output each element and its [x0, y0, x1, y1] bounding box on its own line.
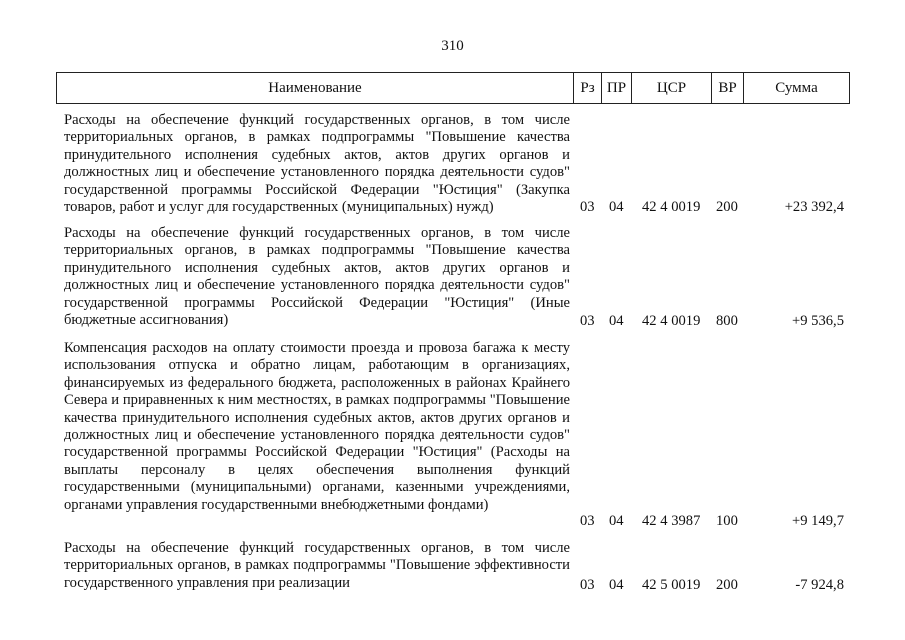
row-rz: 03 [580, 576, 595, 593]
row-rz: 03 [580, 512, 595, 529]
row-vr: 100 [716, 512, 738, 529]
row-vr: 800 [716, 312, 738, 329]
row-pr: 04 [609, 198, 624, 215]
header-name: Наименование [268, 79, 362, 96]
page-number: 310 [441, 38, 464, 54]
row-pr: 04 [609, 312, 624, 329]
row-csr: 42 4 0019 [642, 312, 701, 329]
header-sum: Сумма [743, 73, 849, 103]
row-vr: 200 [716, 576, 738, 593]
row-sum: +23 392,4 [784, 198, 844, 215]
table-row [64, 112, 850, 216]
row-rz: 03 [580, 312, 595, 329]
header-pr: ПР [601, 73, 631, 103]
table-row [64, 225, 850, 330]
header-csr: ЦСР [631, 73, 711, 103]
row-sum: +9 149,7 [791, 512, 844, 529]
row-name: Компенсация расходов на оплату стоимости проезда и провоза багажа к месту использования отпуска и обратно лицам, работающим в организациях, финансируемых из федерального бюджета, расположенных в районах Крайнего Севера и приравненных к ним местностях, в рамках подпрограммы "Повышение качества принудительного исполнения судебных актов, актов других органов и должностных лиц и обеспечение установленного порядка деятельности судов" государственной программы Российской Федерации "Юстиция" (Расходы на выплаты персоналу в целях обеспечения выполнения функций государственными (муниципальными) органами, казенными учреждениями, органами управления государственными внебюджетными фондами) [64, 340, 570, 513]
row-vr: 200 [716, 198, 738, 215]
table-row [64, 340, 850, 530]
row-pr: 04 [609, 576, 624, 593]
row-sum: -7 924,8 [795, 576, 844, 593]
row-name: Расходы на обеспечение функций государственных органов, в том числе территориальных органов, в рамках подпрограммы "Повышение эффективности государственного управления при реализации [64, 540, 570, 591]
header-vr: ВР [711, 73, 743, 103]
row-pr: 04 [609, 512, 624, 529]
header-rz: Рз [573, 73, 601, 103]
row-csr: 42 4 0019 [642, 198, 701, 215]
row-sum: +9 536,5 [791, 312, 844, 329]
row-name: Расходы на обеспечение функций государственных органов, в том числе территориальных органов, в рамках подпрограммы "Повышение качества принудительного исполнения судебных актов, актов других органов и должностных лиц и обеспечение установленного порядка деятельности судов" государственной программы Российской Федерации "Юстиция" (Иные бюджетные ассигнования) [64, 225, 570, 329]
row-csr: 42 5 0019 [642, 576, 701, 593]
row-rz: 03 [580, 198, 595, 215]
row-name: Расходы на обеспечение функций государственных органов, в том числе территориальных органов, в рамках подпрограммы "Повышение качества принудительного исполнения судебных актов, актов других органов и должностных лиц и обеспечение установленного порядка деятельности судов" государственной программы Российской Федерации "Юстиция" (Закупка товаров, работ и услуг для государственных (муниципальных) нужд) [64, 112, 570, 216]
table-header [56, 72, 850, 104]
row-csr: 42 4 3987 [642, 512, 701, 529]
table-row [64, 540, 850, 594]
